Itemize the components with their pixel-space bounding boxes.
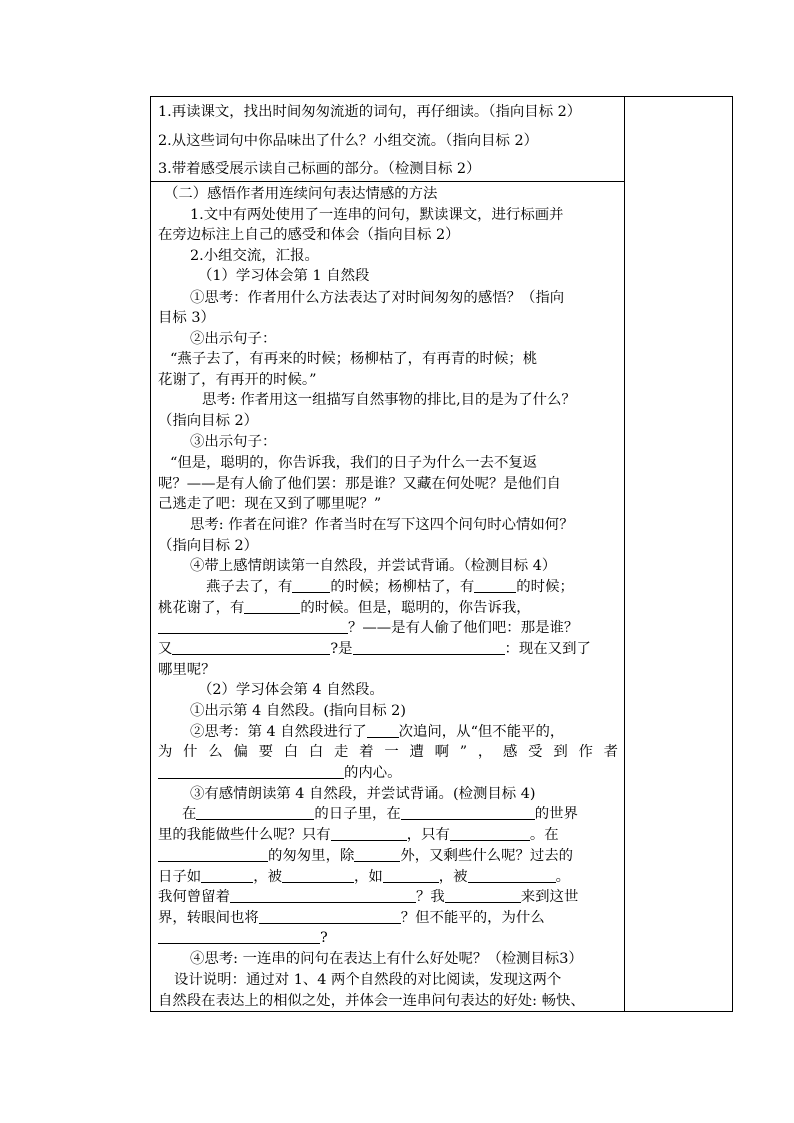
item-1-line-b: 在旁边标注上自己的感受和体会（指向目标 2）: [158, 227, 460, 243]
text: ②思考：第 4 自然段进行了: [190, 724, 367, 740]
step-2: 2.从这些词句中你品味出了什么？小组交流。（指向目标 2）: [158, 133, 539, 149]
think-1-line-a: 思考: 作者用这一组描写自然事物的排比,目的是为了什么？: [202, 392, 576, 408]
blank[interactable]: [331, 825, 407, 841]
blank[interactable]: [196, 804, 314, 820]
think-2-line-a: 思考: 作者在问谁？作者当时在写下这四个问句时心情如何？: [190, 517, 574, 533]
text: ？我: [415, 889, 445, 905]
design-note-line-b: 自然段在表达上的相似之处，并体会一连串问句表达的好处: 畅快、: [158, 993, 585, 1009]
row-divider: [151, 181, 624, 182]
text: ，只有: [406, 827, 450, 843]
fill-2-line-a: [182, 804, 578, 824]
p4-question-1: ①出示第 4 自然段。(指向目标 2): [190, 703, 406, 719]
text: ?: [320, 930, 328, 946]
blank[interactable]: [468, 867, 556, 883]
fill-1-line-e: 哪里呢？: [158, 662, 216, 678]
quote-2-line-b: 呢？——是有人偷了他们罢：那是谁？又藏在何处呢？是他们自: [158, 476, 561, 492]
think-1-line-b: （指向目标 2）: [158, 413, 259, 429]
text: 的日子里，在: [314, 806, 401, 822]
text: 外，又剩些什么呢？过去的: [400, 848, 574, 864]
paragraph-4-title: （2）学习体会第 4 自然段。: [198, 682, 384, 698]
fill-2-line-b: [158, 825, 559, 845]
fill-1-line-b: [158, 598, 531, 618]
text: 。: [555, 869, 570, 885]
p4-question-3: ③有感情朗读第 4 自然段，并尝试背诵。(检测目标 4): [190, 786, 536, 802]
text: ？但不能平的，为什么: [400, 910, 545, 926]
fill-2-line-c: [158, 846, 573, 866]
step-3: 3.带着感受展示读自己标画的部分。（检测目标 2）: [158, 161, 481, 177]
quote-1-line-b: 花谢了，有再开的时候。”: [158, 372, 317, 388]
text: 。在: [529, 827, 559, 843]
blank[interactable]: [354, 846, 400, 862]
text: ，被: [253, 869, 282, 885]
fill-2-line-f: [158, 908, 545, 928]
text: 日子如: [158, 869, 202, 885]
text: 的时候。但是，聪明的，你告诉我，: [300, 600, 531, 616]
text: 在: [182, 806, 197, 822]
blank[interactable]: [158, 846, 268, 862]
design-note-line-a: 设计说明：通过对 1、4 两个自然段的对比阅读，发现这两个: [174, 972, 562, 988]
p4-question-4: ④思考: 一连串的问句在表达上有什么好处呢？（检测目标3）: [190, 951, 583, 967]
fill-1-line-a: [206, 577, 574, 597]
blank[interactable]: [282, 867, 354, 883]
item-1-line-a: 1.文中有两处使用了一连串的问句，默读课文，进行标画并: [190, 207, 564, 223]
question-1-line-a: ①思考：作者用什么方法表达了对时间匆匆的感悟？（指向: [190, 290, 565, 306]
blank[interactable]: [158, 618, 348, 634]
blank[interactable]: [445, 887, 521, 903]
fill-2-line-d: [158, 867, 570, 887]
p4-question-2-line-a: [190, 722, 564, 742]
text: 的世界: [534, 806, 578, 822]
question-3: ③出示句子：: [190, 434, 277, 450]
blank[interactable]: [383, 867, 439, 883]
quote-2-line-c: 己逃走了吧：现在又到了哪里呢？”: [158, 496, 382, 512]
text: 界，转眼间也将: [158, 910, 259, 926]
blank[interactable]: [292, 577, 330, 593]
text: ？——是有人偷了他们吧：那是谁？: [348, 620, 579, 636]
fill-1-line-c: [158, 618, 578, 638]
text: ，如: [353, 869, 383, 885]
fill-1-line-d: [158, 639, 591, 659]
text: ?是: [330, 641, 353, 657]
text: 的匆匆里，除: [268, 848, 355, 864]
think-2-line-b: （指向目标 2）: [158, 538, 259, 554]
text: 次追问，从“但不能平的，: [398, 724, 565, 740]
blank[interactable]: [244, 598, 300, 614]
p4-question-2-line-b: 为什么偏要白白走着一遭啊”，感受到作者: [158, 744, 618, 760]
blank[interactable]: [158, 928, 320, 944]
blank[interactable]: [201, 867, 253, 883]
text: 的时候；杨柳枯了，有: [330, 579, 475, 595]
fill-2-line-g: [158, 928, 328, 948]
section-heading: （二）感悟作者用连续问句表达情感的方法: [164, 186, 438, 202]
blank[interactable]: [367, 722, 399, 738]
blank[interactable]: [259, 908, 401, 924]
blank[interactable]: [230, 887, 416, 903]
quote-1-line-a: “燕子去了，有再来的时候；杨柳枯了，有再青的时候；桃: [170, 351, 538, 367]
paragraph-1-title: （1）学习体会第 1 自然段: [198, 268, 370, 284]
question-4: ④带上感情朗读第一自然段，并尝试背诵。（检测目标 4）: [190, 558, 557, 574]
text: ：现在又到了: [504, 641, 591, 657]
column-divider: [624, 97, 625, 1011]
text: 我何曾留着: [158, 889, 230, 905]
text: 又: [158, 641, 173, 657]
fill-2-line-e: [158, 887, 578, 907]
p4-question-2-line-c: [158, 763, 402, 783]
blank[interactable]: [474, 577, 516, 593]
text: ，被: [438, 869, 468, 885]
blank[interactable]: [450, 825, 530, 841]
item-2: 2.小组交流，汇报。: [190, 248, 319, 264]
text: 来到这世: [520, 889, 579, 905]
blank[interactable]: [158, 763, 344, 779]
question-2: ②出示句子：: [190, 331, 277, 347]
text: 的内心。: [344, 765, 402, 781]
question-1-line-b: 目标 3）: [158, 310, 215, 326]
text: 燕子去了，有: [206, 579, 293, 595]
blank[interactable]: [353, 639, 505, 655]
text: 桃花谢了，有: [158, 600, 245, 616]
blank[interactable]: [401, 804, 535, 820]
quote-2-line-a: “但是，聪明的，你告诉我，我们的日子为什么一去不复返: [170, 455, 538, 471]
text: 里的我能做些什么呢？只有: [158, 827, 331, 843]
text: 的时候；: [516, 579, 574, 595]
blank[interactable]: [172, 639, 330, 655]
step-1: 1.再读课文，找出时间匆匆流逝的词句，再仔细读。（指向目标 2）: [158, 104, 582, 120]
